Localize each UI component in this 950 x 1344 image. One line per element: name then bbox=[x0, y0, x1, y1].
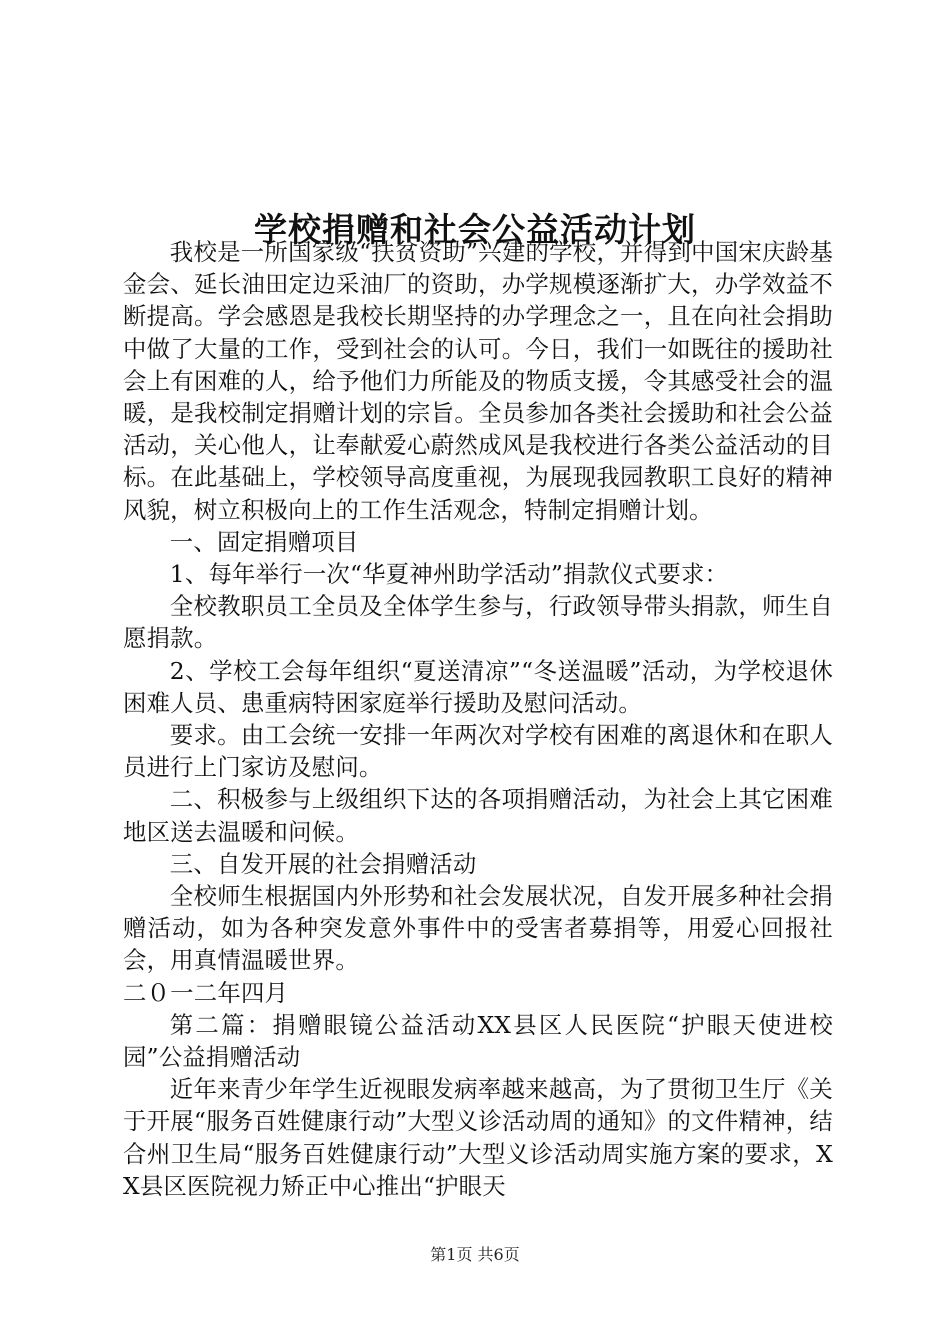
item-1-requirement: 全校教职员工全员及全体学生参与，行政领导带头捐款，师生自愿捐款。 bbox=[123, 592, 833, 653]
section-3-heading: 三、自发开展的社会捐赠活动 bbox=[169, 849, 477, 878]
document-title: 学校捐赠和社会公益活动计划 bbox=[254, 210, 696, 250]
document-body bbox=[123, 236, 833, 1202]
section-heading-fixed-donations: 一、固定捐赠项目 bbox=[169, 527, 359, 556]
page-number-footer: 第1页 共6页 bbox=[430, 1245, 520, 1264]
part-two-heading: 第二篇：捐赠眼镜公益活动XX县区人民医院“护眼天使进校园”公益捐赠活动 bbox=[123, 1010, 833, 1072]
section-2-paragraph: 二、积极参与上级组织下达的各项捐赠活动，为社会上其它困难地区送去温暖和问候。 bbox=[123, 785, 833, 846]
intro-paragraph: 我校是一所国家级“扶贫资助”兴建的学校，并得到中国宋庆龄基金会、延长油田定边采油厂的资助，办学规模逐渐扩大，办学效益不断提高。学会感恩是我校长期坚持的办学理念之一，且在向社会捐助中做了大量的工作，受到社会的认可。今日，我们一如既往的援助社会上有困难的人，给予他们力所能及的物质支援，令其感受社会的温暖，是我校制定捐赠计划的宗旨。全员参加各类社会援助和社会公益活动，关心他人，让奉献爱心蔚然成风是我校进行各类公益活动的目标。在此基础上，学校领导高度重视，为展现我园教职工良好的精神风貌，树立积极向上的工作生活观念，特制定捐赠计划。 bbox=[123, 238, 833, 524]
item-2-requirement: 要求。由工会统一安排一年两次对学校有困难的离退休和在职人员进行上门家访及慰问。 bbox=[123, 721, 833, 782]
part-two-paragraph: 近年来青少年学生近视眼发病率越来越高，为了贯彻卫生厅《关于开展“服务百姓健康行动”大型义诊活动周的通知》的文件精神，结合州卫生局“服务百姓健康行动”大型义诊活动周实施方案的要求，XX县区医院视力矫正中心推出“护眼天 bbox=[123, 1075, 833, 1200]
item-2-paragraph: 2、学校工会每年组织“夏送清凉”“冬送温暖”活动，为学校退休困难人员、患重病特困家庭举行援助及慰问活动。 bbox=[123, 656, 833, 717]
date-line: 二０一二年四月 bbox=[123, 978, 289, 1007]
section-3-paragraph: 全校师生根据国内外形势和社会发展状况，自发开展多种社会捐赠活动，如为各种突发意外事件中的受害者募捐等，用爱心回报社会，用真情温暖世界。 bbox=[123, 882, 833, 975]
item-1-heading: 1、每年举行一次“华夏神州助学活动”捐款仪式要求： bbox=[169, 560, 729, 589]
